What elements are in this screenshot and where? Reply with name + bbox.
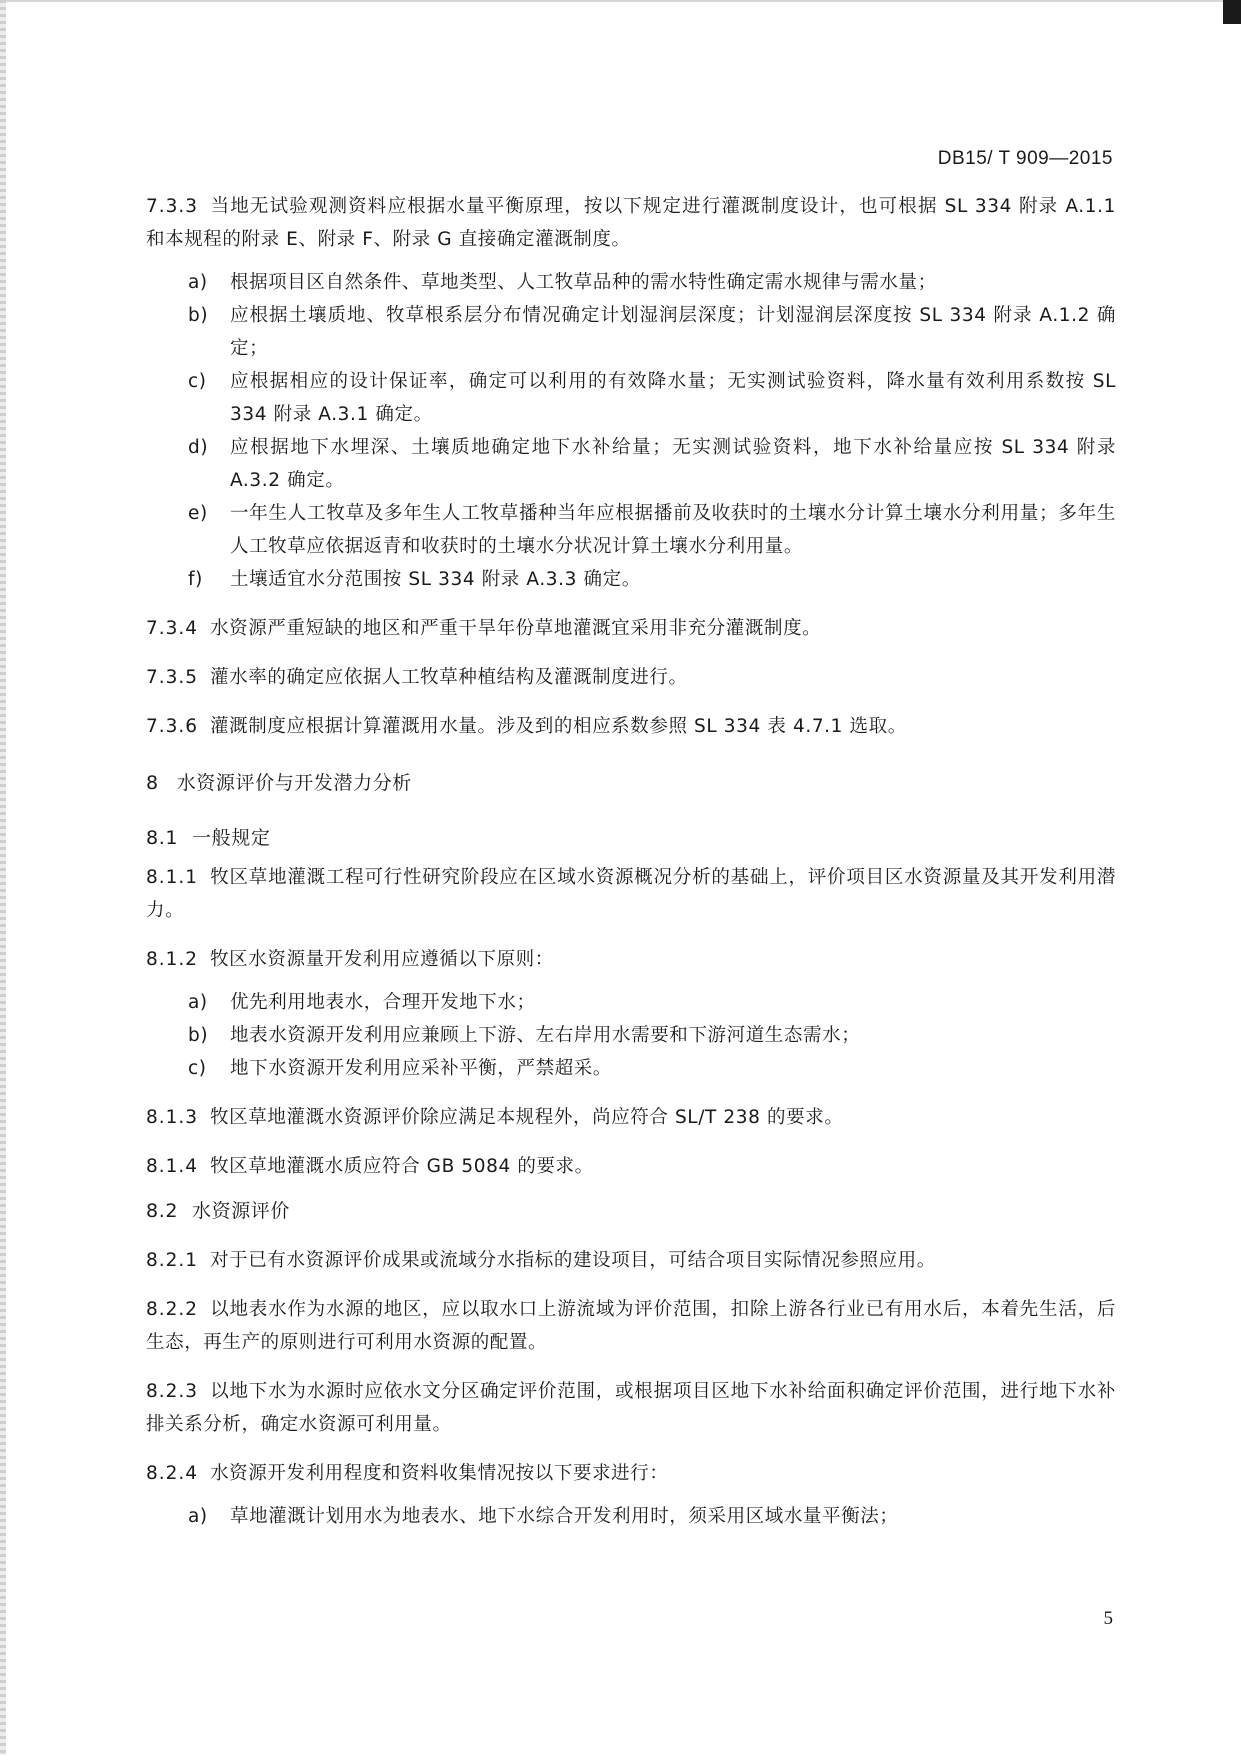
clause-number: 8.1.2	[146, 949, 199, 970]
clause-text: 牧区水资源量开发利用应遵循以下原则：	[210, 949, 554, 970]
page-number: 5	[1103, 1608, 1113, 1629]
section-title: 水资源评价	[192, 1200, 291, 1222]
clause-text: 以地下水为水源时应依水文分区确定评价范围，或根据项目区地下水补给面积确定评价范围，进行地下水补排关系分析，确定水资源可利用量。	[146, 1381, 1116, 1435]
clause-number: 8.2.2	[146, 1299, 199, 1320]
list-marker: f)	[188, 569, 203, 590]
clause-text: 以地表水作为水源的地区，应以取水口上游流域为评价范围，扣除上游各行业已有用水后，本着先生活，后生态，再生产的原则进行可利用水资源的配置。	[146, 1299, 1116, 1353]
section-heading-8	[146, 767, 1116, 800]
clause-number: 8.1.1	[146, 867, 199, 888]
clause-7-3-4	[146, 612, 1116, 645]
list-marker: d)	[188, 437, 209, 458]
clause-text: 对于已有水资源评价成果或流域分水指标的建设项目，可结合项目实际情况参照应用。	[210, 1250, 936, 1271]
clause-8-1-2	[146, 943, 1116, 976]
list-text: 草地灌溉计划用水为地表水、地下水综合开发利用时，须采用区域水量平衡法；	[230, 1506, 899, 1527]
clause-7-3-3	[146, 190, 1116, 256]
clause-8-2-2	[146, 1293, 1116, 1359]
section-number: 8	[146, 772, 159, 794]
list-marker: c)	[188, 1058, 207, 1079]
list-item	[146, 365, 1116, 431]
section-number: 8.2	[146, 1200, 179, 1222]
list-8-2-4	[146, 1500, 1116, 1533]
clause-number: 8.1.3	[146, 1107, 199, 1128]
list-text: 地下水资源开发利用应采补平衡，严禁超采。	[230, 1058, 613, 1079]
clause-number: 7.3.5	[146, 667, 199, 688]
clause-text: 牧区草地灌溉水质应符合 GB 5084 的要求。	[210, 1156, 594, 1177]
clause-number: 7.3.3	[146, 196, 199, 217]
list-text: 一年生人工牧草及多年生人工牧草播种当年应根据播前及收获时的土壤水分计算土壤水分利用量；多年生人工牧草应依据返青和收获时的土壤水分状况计算土壤水分利用量。	[230, 503, 1116, 557]
list-marker: a)	[188, 272, 208, 293]
list-marker: b)	[188, 1025, 209, 1046]
clause-8-2-1	[146, 1244, 1116, 1277]
clause-8-1-1	[146, 861, 1116, 927]
section-heading-8-2	[146, 1195, 1116, 1228]
list-text: 应根据地下水埋深、土壤质地确定地下水补给量；无实测试验资料，地下水补给量应按 SL 334 附录 A.3.2 确定。	[230, 437, 1116, 491]
clause-number: 8.2.1	[146, 1250, 199, 1271]
page-body	[146, 190, 1116, 1533]
clause-number: 7.3.4	[146, 618, 199, 639]
list-item	[146, 1500, 1116, 1533]
list-item	[146, 266, 1116, 299]
list-item	[146, 299, 1116, 365]
clause-8-1-4	[146, 1150, 1116, 1183]
clause-7-3-5	[146, 661, 1116, 694]
clause-text: 灌溉制度应根据计算灌溉用水量。涉及到的相应系数参照 SL 334 表 4.7.1 选取。	[210, 716, 907, 737]
list-marker: b)	[188, 305, 209, 326]
list-text: 应根据土壤质地、牧草根系层分布情况确定计划湿润层深度；计划湿润层深度按 SL 334 附录 A.1.2 确定；	[230, 305, 1116, 359]
list-marker: e)	[188, 503, 208, 524]
clause-text: 牧区草地灌溉工程可行性研究阶段应在区域水资源概况分析的基础上，评价项目区水资源量及其开发利用潜力。	[146, 867, 1116, 921]
scan-edge	[0, 0, 6, 1755]
clause-8-1-3	[146, 1101, 1116, 1134]
clause-text: 灌水率的确定应依据人工牧草种植结构及灌溉制度进行。	[210, 667, 688, 688]
list-item	[146, 563, 1116, 596]
list-text: 根据项目区自然条件、草地类型、人工牧草品种的需水特性确定需水规律与需水量；	[230, 272, 937, 293]
clause-number: 7.3.6	[146, 716, 199, 737]
list-marker: c)	[188, 371, 207, 392]
clause-text: 水资源严重短缺的地区和严重干旱年份草地灌溉宜采用非充分灌溉制度。	[210, 618, 822, 639]
clause-text: 牧区草地灌溉水资源评价除应满足本规程外，尚应符合 SL/T 238 的要求。	[210, 1107, 844, 1128]
list-7-3-3	[146, 266, 1116, 596]
clause-text: 水资源开发利用程度和资料收集情况按以下要求进行：	[210, 1463, 669, 1484]
list-8-1-2	[146, 986, 1116, 1085]
clause-number: 8.1.4	[146, 1156, 199, 1177]
section-title: 水资源评价与开发潜力分析	[176, 772, 412, 794]
list-text: 应根据相应的设计保证率，确定可以利用的有效降水量；无实测试验资料，降水量有效利用系数按 SL 334 附录 A.3.1 确定。	[230, 371, 1116, 425]
list-text: 土壤适宜水分范围按 SL 334 附录 A.3.3 确定。	[230, 569, 641, 590]
list-item	[146, 497, 1116, 563]
list-item	[146, 431, 1116, 497]
clause-7-3-6	[146, 710, 1116, 743]
scan-edge	[6, 0, 1223, 2]
list-item	[146, 986, 1116, 1019]
section-title: 一般规定	[192, 827, 271, 849]
clause-text: 当地无试验观测资料应根据水量平衡原理，按以下规定进行灌溉制度设计，也可根据 SL 334 附录 A.1.1 和本规程的附录 E、附录 F、附录 G 直接确定灌溉制度。	[146, 196, 1116, 250]
section-heading-8-1	[146, 822, 1116, 855]
standard-code: DB15/ T 909—2015	[937, 148, 1113, 169]
list-text: 优先利用地表水，合理开发地下水；	[230, 992, 536, 1013]
clause-number: 8.2.3	[146, 1381, 199, 1402]
clause-8-2-4	[146, 1457, 1116, 1490]
clause-number: 8.2.4	[146, 1463, 199, 1484]
list-item	[146, 1052, 1116, 1085]
clause-8-2-3	[146, 1375, 1116, 1441]
list-item	[146, 1019, 1116, 1052]
list-marker: a)	[188, 1506, 208, 1527]
section-number: 8.1	[146, 827, 179, 849]
list-text: 地表水资源开发利用应兼顾上下游、左右岸用水需要和下游河道生态需水；	[230, 1025, 861, 1046]
scan-corner-mark	[1223, 0, 1241, 24]
list-marker: a)	[188, 992, 208, 1013]
